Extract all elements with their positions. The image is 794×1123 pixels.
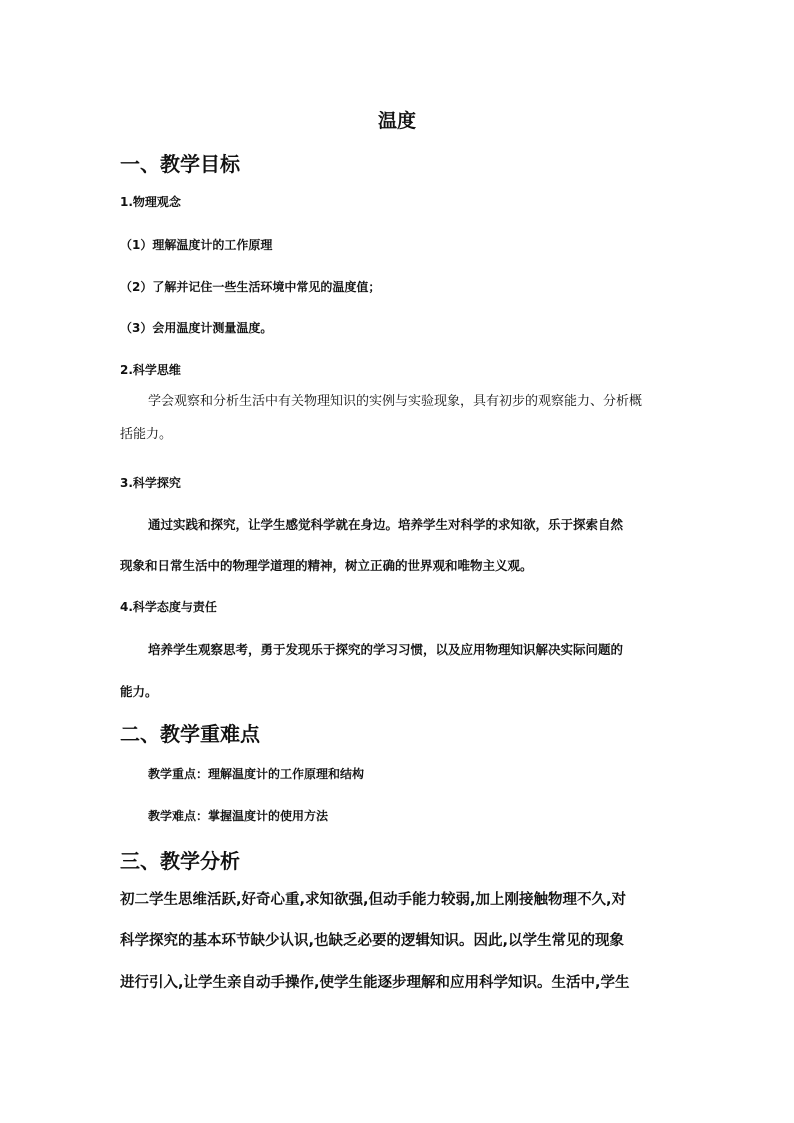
section-heading-analysis: 三、教学分析	[120, 849, 240, 873]
attitude-line-2: 能力。	[120, 684, 158, 699]
subheading-scientific-inquiry: 3.科学探究	[120, 476, 181, 490]
subheading-scientific-thinking: 2.科学思维	[120, 363, 181, 377]
subheading-physics-concept: 1.物理观念	[120, 195, 181, 209]
analysis-line-3: 进行引入,让学生亲自动手操作,使学生能逐步理解和应用科学知识。生活中,学生	[120, 975, 630, 991]
analysis-line-1: 初二学生思维活跃,好奇心重,求知欲强,但动手能力较弱,加上刚接触物理不久,对	[120, 892, 627, 908]
section-heading-objectives: 一、教学目标	[120, 152, 240, 176]
objective-item-2: （2）了解并记住一些生活环境中常见的温度值；	[120, 280, 381, 294]
document-title: 温度	[377, 110, 416, 132]
subheading-attitude-responsibility: 4.科学态度与责任	[120, 600, 217, 614]
scientific-inquiry-line-2: 现象和日常生活中的物理学道理的精神，树立正确的世界观和唯物主义观。	[120, 558, 533, 573]
objective-item-3: （3）会用温度计测量温度。	[120, 321, 273, 335]
key-point-text: 教学重点：理解温度计的工作原理和结构	[148, 767, 365, 781]
objective-item-1: （1）理解温度计的工作原理	[120, 238, 273, 252]
scientific-thinking-line-2: 括能力。	[120, 427, 173, 442]
attitude-line-1: 培养学生观察思考，勇于发现乐于探究的学习习惯，以及应用物理知识解决实际问题的	[148, 642, 624, 657]
scientific-thinking-line-1: 学会观察和分析生活中有关物理知识的实例与实验现象，具有初步的观察能力、分析概	[148, 394, 643, 409]
scientific-inquiry-line-1: 通过实践和探究，让学生感觉科学就在身边。培养学生对科学的求知欲，乐于探索自然	[148, 517, 624, 532]
analysis-line-2: 科学探究的基本环节缺少认识,也缺乏必要的逻辑知识。因此,以学生常见的现象	[120, 933, 625, 949]
section-heading-key-points: 二、教学重难点	[120, 722, 260, 746]
difficult-point-text: 教学难点：掌握温度计的使用方法	[148, 809, 329, 823]
